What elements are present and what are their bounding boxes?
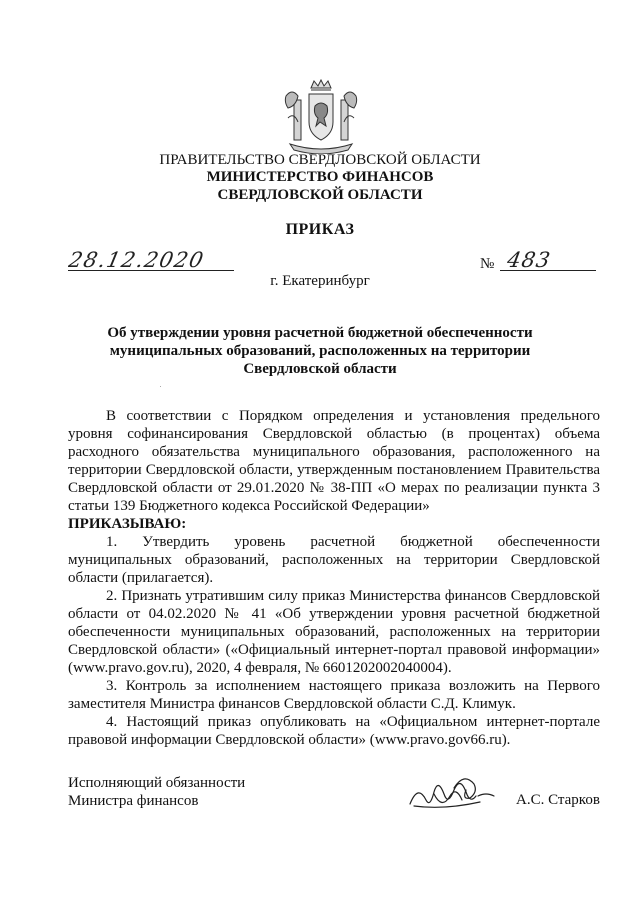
svg-text:483: 483 bbox=[505, 247, 553, 272]
order-title: ПРИКАЗ bbox=[285, 221, 355, 238]
region-title: СВЕРДЛОВСКОЙ ОБЛАСТИ bbox=[217, 187, 423, 203]
signatory-role bbox=[68, 774, 245, 810]
date-underline bbox=[68, 270, 234, 271]
intro-paragraph: В соответствии с Порядком определения и установления предельного уровня софинансирования Свердловской областью (в процентах) объема расходного обязательства муниципального образования, расположенного на территории Свердловской области, утвержденным постановлением Правительства Свердловской области от 29.01.2020 № 38-ПП «О мерах по реализации пункта 3 статьи 139 Бюджетного кодекса Российской Федерации» bbox=[68, 408, 600, 514]
list-item: 3. Контроль за исполнением настоящего приказа возложить на Первого заместителя Министра финансов Свердловской области С.Д. Климук. bbox=[68, 678, 600, 712]
signatory-name: А.С. Старков bbox=[516, 792, 600, 808]
role-line-2: Министра финансов bbox=[68, 793, 199, 809]
handwritten-signature bbox=[404, 770, 508, 814]
order-number bbox=[500, 246, 596, 272]
subject-line-2: муниципальных образований, расположенных на территории bbox=[109, 343, 531, 359]
subject-line-1: Об утверждении уровня расчетной бюджетной обеспеченности bbox=[107, 325, 533, 341]
scan-speck bbox=[160, 386, 161, 387]
list-item: 4. Настоящий приказ опубликовать на «Официальном интернет-портале правовой информации Свердловской области» (www.pravo.gov66.ru). bbox=[68, 714, 600, 748]
command-word: ПРИКАЗЫВАЮ: bbox=[68, 516, 187, 532]
number-label: № bbox=[480, 256, 495, 272]
order-body bbox=[68, 407, 600, 749]
subject-line-3: Свердловской области bbox=[243, 361, 397, 377]
svg-text:28.12.2020: 28.12.2020 bbox=[68, 248, 207, 272]
list-item: 1. Утвердить уровень расчетной бюджетной обеспеченности муниципальных образований, расположенных на территории Свердловской области (прилагается). bbox=[68, 534, 600, 586]
list-item: 2. Признать утратившим силу приказ Министерства финансов Свердловской области от 04.02.2020 № 41 «Об утверждении уровня расчетной бюджетной обеспеченности муниципальных образований, расположенных на территории Свердловской области» («Официальный интернет-портал правовой информации» (www.pravo.gov.ru), 2020, 4 февраля, № 6601202002040004). bbox=[68, 588, 600, 676]
government-title: ПРАВИТЕЛЬСТВО СВЕРДЛОВСКОЙ ОБЛАСТИ bbox=[159, 152, 481, 168]
coat-of-arms-icon bbox=[284, 78, 358, 154]
number-underline bbox=[500, 270, 596, 271]
order-subject bbox=[0, 324, 640, 378]
order-date bbox=[68, 246, 234, 272]
city-line: г. Екатеринбург bbox=[270, 273, 370, 289]
ministry-title: МИНИСТЕРСТВО ФИНАНСОВ bbox=[206, 169, 434, 185]
role-line-1: Исполняющий обязанности bbox=[68, 775, 246, 791]
